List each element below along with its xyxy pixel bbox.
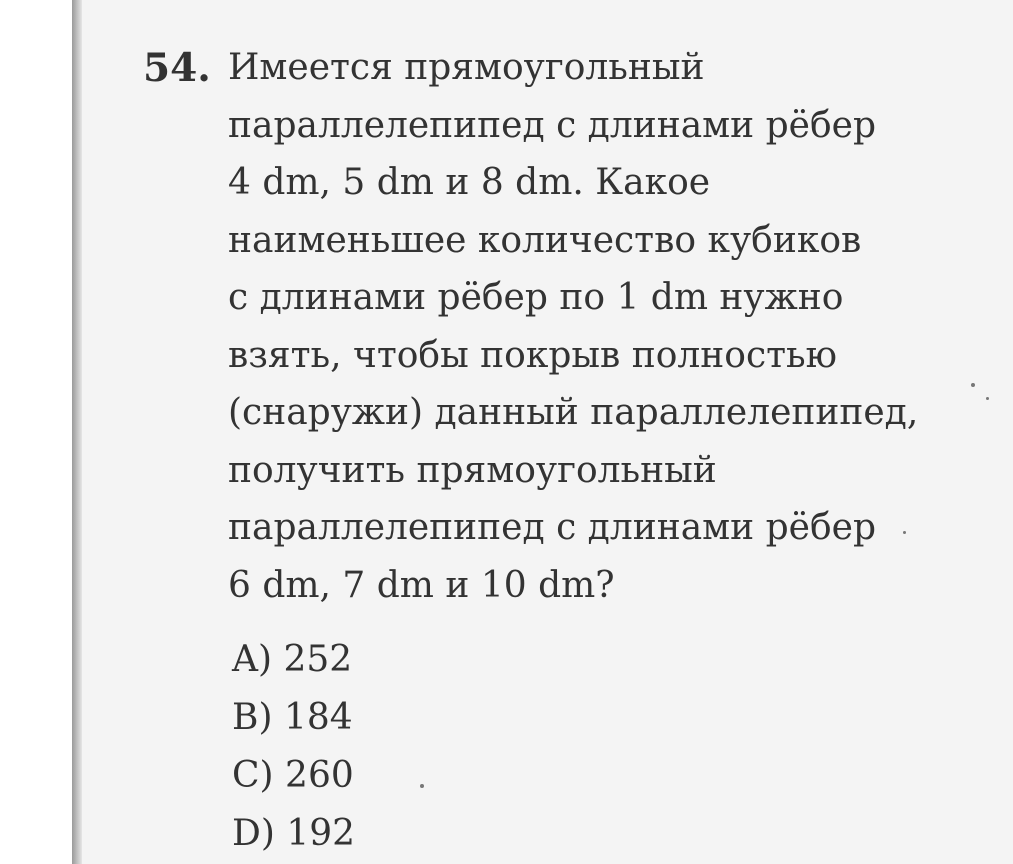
problem-line: наименьшее количество кубиков (228, 219, 862, 261)
choice-label: B) (232, 697, 273, 738)
problem-line: параллелепипед с длинами рёбер (228, 104, 876, 146)
problem-line: 4 dm, 5 dm и 8 dm. Какое (228, 162, 711, 203)
answer-choice-a (232, 631, 355, 689)
scan-speck (420, 784, 424, 788)
choice-value: 192 (286, 813, 356, 854)
choice-value: 260 (285, 755, 354, 796)
choice-value: 252 (283, 639, 353, 680)
problem-statement (228, 39, 988, 614)
problem-number: 54. (143, 45, 211, 91)
choice-label: A) (232, 639, 273, 680)
answer-choice-d (232, 805, 355, 863)
problem-line: Имеется прямоугольный (228, 47, 705, 88)
page-binding-edge (72, 0, 82, 864)
left-margin (0, 0, 72, 864)
answer-choices (232, 631, 355, 863)
choice-value: 184 (283, 697, 353, 738)
choice-label: D) (232, 813, 275, 854)
choice-label: C) (232, 755, 274, 796)
scan-speck (971, 383, 975, 387)
scan-speck (986, 397, 989, 400)
answer-choice-b (232, 689, 355, 747)
answer-choice-c (232, 747, 355, 805)
problem-line: получить прямоугольный (228, 449, 717, 491)
scan-speck (903, 531, 906, 534)
problem-line: взять, чтобы покрыв полностью (228, 334, 837, 376)
problem-line: параллелепипед с длинами рёбер (228, 507, 876, 548)
problem-line: (снаружи) данный параллелепипед, (228, 392, 919, 433)
problem-line: 6 dm, 7 dm и 10 dm? (228, 564, 615, 606)
problem-line: с длинами рёбер по 1 dm нужно (228, 277, 844, 318)
